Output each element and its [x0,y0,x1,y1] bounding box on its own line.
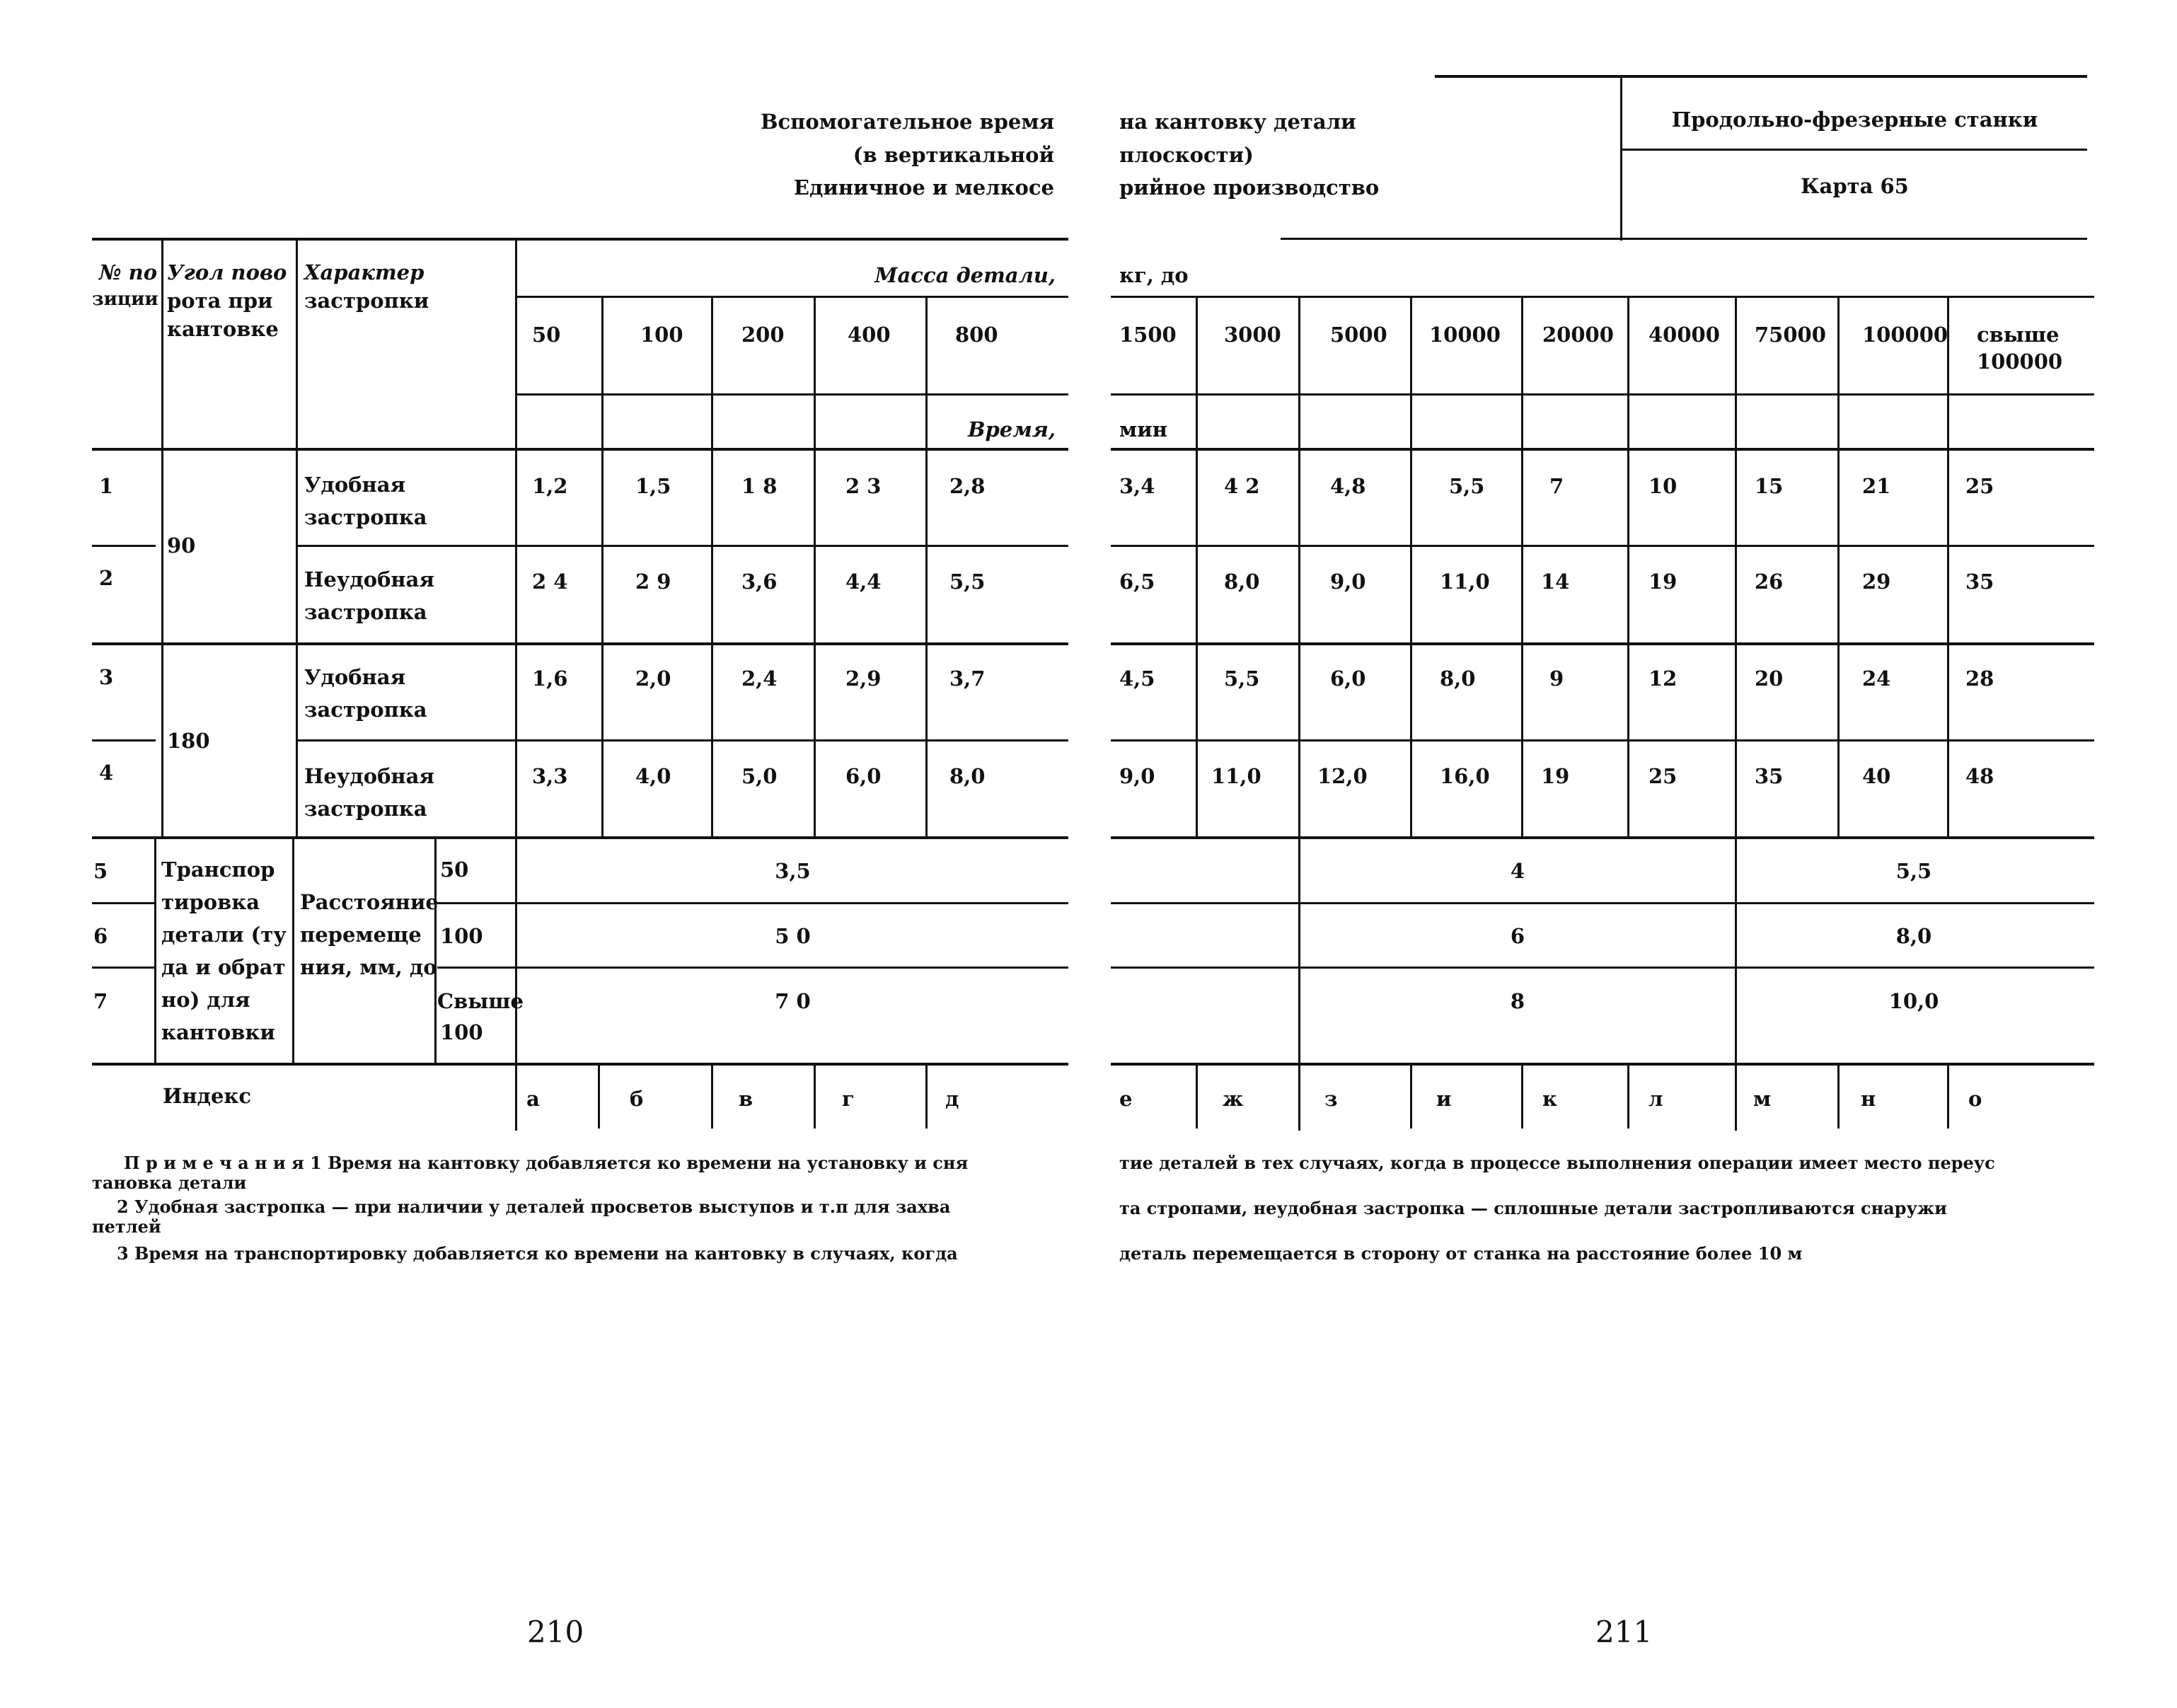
char-label: застропка [304,698,427,722]
index-cell: з [1324,1087,1338,1111]
value-cell: 3,7 [949,667,986,691]
note-line: 2 Удобная застропка — при наличии у деталей просветов выступов и т.п для захва [117,1196,951,1217]
note-line: 3 Время на транспортировку добавляется ко времени на кантовку в случаях, когда [117,1243,958,1264]
value-cell: 24 [1862,667,1891,691]
value-cell: 8,0 [1440,667,1476,691]
value-cell: 5,0 [741,764,778,788]
value-cell: 4,4 [845,570,882,594]
index-cell: м [1753,1087,1772,1111]
value-cell: 2,0 [635,667,671,691]
value-cell: 6,5 [1119,570,1155,594]
distance-value: 100 [440,1020,483,1044]
mass-over-1: свыше [1977,323,2060,347]
mass-5000: 5000 [1330,323,1387,347]
value-cell: 2,9 [845,667,882,691]
index-cell: г [842,1087,855,1111]
value-cell: 35 [1755,764,1784,788]
value-cell: 12,0 [1317,764,1368,788]
transport-label: кантовки [161,1020,275,1044]
value-cell: 6,0 [845,764,882,788]
col-no-label-2: зиции [92,289,158,310]
value-cell: 25 [1965,474,1994,498]
value-cell: 4,0 [635,764,671,788]
mass-10000: 10000 [1429,323,1501,347]
note-line: та стропами, неудобная застропка — сплошные детали застропливаются снаружи [1119,1198,1947,1218]
col-char-label-2: застропки [304,289,429,313]
col-angle-label-1: Угол пово [167,260,287,284]
value-cell: 5,5 [1224,667,1260,691]
transport-value-mid: 4 [1510,859,1525,883]
transport-value-left: 5 0 [775,924,811,948]
value-cell: 2 4 [532,570,568,594]
index-cell: и [1436,1087,1452,1111]
value-cell: 3,6 [741,570,778,594]
char-label: застропка [304,505,427,529]
mass-100: 100 [640,323,683,347]
transport-value-right: 8,0 [1895,924,1932,948]
value-cell: 4,5 [1119,667,1155,691]
col-char-label-1: Характер [304,260,425,284]
value-cell: 3,3 [532,764,568,788]
value-cell: 1,5 [635,474,671,498]
col-no-label-1: № по [99,260,158,284]
header-title-left-3: Единичное и мелкосе [793,175,1054,200]
transport-label: но) для [161,988,250,1012]
transport-label: детали (ту [161,923,287,947]
mass-40000: 40000 [1648,323,1720,347]
row-no: 1 [99,474,114,498]
value-cell: 8,0 [1224,570,1260,594]
index-cell: ж [1223,1087,1244,1111]
index-cell: е [1119,1087,1133,1111]
row-no: 3 [99,665,114,689]
char-label: Неудобная [304,764,434,788]
transport-value-left: 3,5 [775,859,811,883]
transport-value-mid: 8 [1510,989,1525,1013]
value-cell: 19 [1541,764,1570,788]
mass-50: 50 [532,323,561,347]
index-cell: к [1542,1087,1557,1111]
index-cell: б [630,1087,644,1111]
value-cell: 6,0 [1330,667,1366,691]
transport-value-right: 10,0 [1888,989,1939,1013]
transport-value-left: 7 0 [775,989,811,1013]
char-label: Удобная [304,665,405,689]
transport-label: тировка [161,890,260,914]
index-label: Индекс [163,1084,252,1108]
row-no: 7 [93,989,108,1013]
value-cell: 16,0 [1440,764,1490,788]
value-cell: 19 [1648,570,1677,594]
index-cell: а [526,1087,540,1111]
char-label: застропка [304,600,427,624]
header-title-right-1: на кантовку детали [1119,110,1356,134]
distance-value: 100 [440,924,483,948]
distance-label: перемеще [300,923,422,947]
mass-label-left: Масса детали, [874,263,1056,287]
distance-label: Расстояние [300,890,439,914]
value-cell: 12 [1648,667,1677,691]
machine-title: Продольно-фрезерные станки [1671,108,2038,132]
mass-over-2: 100000 [1977,350,2063,374]
value-cell: 10 [1648,474,1677,498]
value-cell: 1,2 [532,474,568,498]
mass-200: 200 [741,323,785,347]
note-line: деталь перемещается в сторону от станка на расстояние более 10 м [1119,1243,1803,1264]
angle-90: 90 [167,533,196,558]
row-no: 2 [99,566,114,590]
value-cell: 21 [1862,474,1891,498]
value-cell: 14 [1541,570,1570,594]
value-cell: 1 8 [741,474,778,498]
page-number-right: 211 [1595,1615,1653,1649]
col-angle-label-3: кантовке [167,317,279,341]
mass-100000: 100000 [1862,323,1948,347]
angle-180: 180 [167,729,210,753]
note-line: петлей [92,1216,161,1237]
row-no: 6 [93,924,108,948]
index-cell: н [1861,1087,1876,1111]
value-cell: 40 [1862,764,1891,788]
header-title-right-2: плоскости) [1119,143,1254,167]
value-cell: 29 [1862,570,1891,594]
value-cell: 2 3 [845,474,882,498]
value-cell: 15 [1755,474,1784,498]
time-label-right: мин [1119,417,1167,442]
header-title-right-3: рийное производство [1119,175,1380,200]
transport-value-right: 5,5 [1895,859,1932,883]
mass-20000: 20000 [1542,323,1614,347]
note-line: тие деталей в тех случаях, когда в процессе выполнения операции имеет место переус [1119,1153,1995,1173]
mass-800: 800 [955,323,998,347]
distance-label: ния, мм, до [300,955,437,979]
note-line: П р и м е ч а н и я 1 Время на кантовку добавляется ко времени на установку и сня [124,1153,969,1173]
index-cell: о [1968,1087,1982,1111]
value-cell: 35 [1965,570,1994,594]
value-cell: 4 2 [1224,474,1260,498]
transport-label: да и обрат [161,955,286,979]
value-cell: 4,8 [1330,474,1366,498]
note-line: тановка детали [92,1172,247,1193]
mass-1500: 1500 [1119,323,1177,347]
char-label: Удобная [304,473,405,497]
value-cell: 1,6 [532,667,568,691]
mass-75000: 75000 [1755,323,1826,347]
time-label-left: Время, [968,417,1056,442]
transport-value-mid: 6 [1510,924,1525,948]
value-cell: 2,4 [741,667,778,691]
value-cell: 28 [1965,667,1994,691]
header-title-left-1: Вспомогательное время [761,110,1054,134]
value-cell: 2,8 [949,474,986,498]
value-cell: 48 [1965,764,1994,788]
index-cell: в [739,1087,753,1111]
page-number-left: 210 [527,1615,584,1649]
char-label: Неудобная [304,567,434,592]
value-cell: 7 [1549,474,1564,498]
mass-3000: 3000 [1224,323,1281,347]
col-angle-label-2: рота при [167,289,273,313]
value-cell: 11,0 [1211,764,1261,788]
char-label: застропка [304,797,427,821]
transport-label: Транспор [161,858,275,882]
value-cell: 9 [1549,667,1564,691]
index-cell: д [945,1087,959,1111]
card-number: Карта 65 [1801,174,1909,198]
value-cell: 20 [1755,667,1784,691]
value-cell: 26 [1755,570,1784,594]
value-cell: 3,4 [1119,474,1155,498]
mass-label-right: кг, до [1119,263,1189,287]
row-no: 4 [99,761,114,785]
value-cell: 2 9 [635,570,671,594]
value-cell: 25 [1648,764,1677,788]
value-cell: 5,5 [1449,474,1485,498]
mass-400: 400 [848,323,891,347]
value-cell: 11,0 [1440,570,1490,594]
value-cell: 9,0 [1119,764,1155,788]
value-cell: 5,5 [949,570,986,594]
distance-value: Свыше [437,989,524,1013]
row-no: 5 [93,859,108,883]
value-cell: 8,0 [949,764,986,788]
distance-value: 50 [440,858,469,882]
index-cell: л [1648,1087,1663,1111]
value-cell: 9,0 [1330,570,1366,594]
header-title-left-2: (в вертикальной [853,143,1054,167]
